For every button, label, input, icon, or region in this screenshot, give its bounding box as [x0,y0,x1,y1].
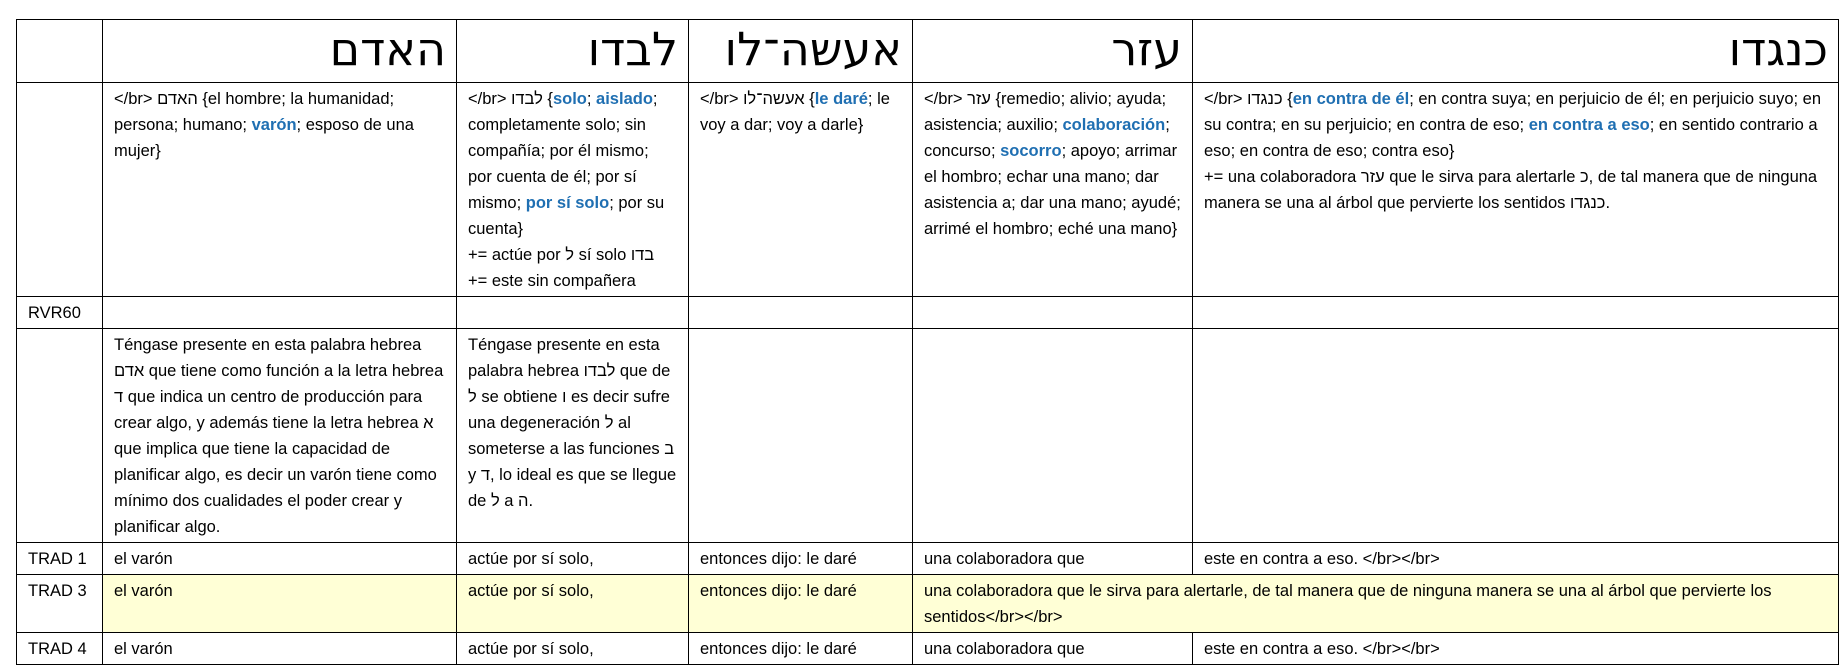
definition-kenegdo [1193,83,1839,297]
highlighted-term: varón [251,116,297,134]
header-corner [17,20,103,83]
trad3-cell: actúe por sí solo, [457,575,689,633]
trad4-cell: entonces dijo: le daré [689,633,913,665]
trad4-row [17,633,1839,665]
trad3-cell: el varón [103,575,457,633]
highlighted-term: colaboración [1062,116,1166,134]
row-label-rvr60: RVR60 [17,297,103,329]
translation-table [16,19,1839,665]
trad1-cell: una colaboradora que [913,543,1193,575]
definition-text: </br> אעשה־לו { [700,90,815,108]
definition-eeseh-lo [689,83,913,297]
note-haadam: Téngase presente en esta palabra hebrea אדם que tiene como función a la letra hebrea ד que indica un centro de producción para crear algo, y además tiene la letra hebrea א que implica que tiene la capacidad de planificar algo, es decir un varón tiene como mínimo dos cualidades el poder crear y planificar algo. [103,329,457,543]
trad1-row [17,543,1839,575]
note-empty [913,329,1193,543]
definition-ezer [913,83,1193,297]
definition-text: ; en contra suya; en perjuicio de él; en perjuicio suyo; en su contra; en su perjuicio; en contra de eso; [1204,90,1822,134]
header-haadam: האדם [103,20,457,83]
trad1-cell: este en contra a eso. </br></br> [1193,543,1839,575]
rvr60-cell [1193,297,1839,329]
definition-line: += una colaboradora עזר que le sirva para alertarle כ, de tal manera que de ninguna manera se una al árbol que pervierte los sentidos כנגדו. [1204,168,1818,212]
trad1-cell: entonces dijo: le daré [689,543,913,575]
highlighted-term: le daré [814,90,868,108]
definition-text: </br> כנגדו { [1204,90,1293,108]
trad3-cell: entonces dijo: le daré [689,575,913,633]
highlighted-term: por sí solo [525,194,610,212]
definition-text: ; esposo de una mujer} [114,116,414,160]
definition-text: ; concurso; [924,116,1170,160]
definition-haadam [103,83,457,297]
trad4-cell: este en contra a eso. </br></br> [1193,633,1839,665]
definition-text: ; apoyo; arrimar el hombro; echar una mano; dar asistencia a; dar una mano; ayudé; arrimé el hombro; eché una mano} [924,142,1181,238]
row-label-trad1: TRAD 1 [17,543,103,575]
header-row [17,20,1839,83]
trad4-cell: una colaboradora que [913,633,1193,665]
trad3-row [17,575,1839,633]
definition-line: += actúe por ל sí solo בדו [468,246,655,264]
definition-text: ; por su cuenta} [468,194,665,238]
definition-text: </br> לבדו { [468,90,553,108]
rvr60-cell [103,297,457,329]
definitions-row [17,83,1839,297]
rvr60-cell [689,297,913,329]
definition-text: ; en sentido contrario a eso; en contra de eso; contra eso} [1204,116,1818,160]
header-eeseh-lo: אעשה־לו [689,20,913,83]
definition-text: ; [586,90,597,108]
header-kenegdo: כנגדו [1193,20,1839,83]
definition-levado [457,83,689,297]
row-label-trad3: TRAD 3 [17,575,103,633]
notes-label-cell [17,329,103,543]
trad4-cell: actúe por sí solo, [457,633,689,665]
definitions-label-cell [17,83,103,297]
notes-row [17,329,1839,543]
rvr60-cell [913,297,1193,329]
highlighted-term: solo [552,90,587,108]
header-ezer: עזר [913,20,1193,83]
definition-text: </br> האדם {el hombre; la humanidad; persona; humano; [114,90,395,134]
trad4-cell: el varón [103,633,457,665]
trad3-merged-cell: una colaboradora que le sirva para alertarle, de tal manera que de ninguna manera se una al árbol que pervierte los sentidos</br></br> [913,575,1839,633]
rvr60-row [17,297,1839,329]
highlighted-term: en contra a eso [1528,116,1650,134]
definition-line: += este sin compañera [468,272,636,290]
trad1-cell: actúe por sí solo, [457,543,689,575]
definition-text: ; completamente solo; sin compañía; por él mismo; por cuenta de él; por sí mismo; [468,90,658,212]
trad1-cell: el varón [103,543,457,575]
definition-text: </br> עזר {remedio; alivio; ayuda; asistencia; auxilio; [924,90,1167,134]
row-label-trad4: TRAD 4 [17,633,103,665]
rvr60-cell [457,297,689,329]
highlighted-term: en contra de él [1292,90,1410,108]
header-levado: לבדו [457,20,689,83]
note-empty [689,329,913,543]
note-levado: Téngase presente en esta palabra hebrea לבדו que de ל se obtiene ו es decir sufre una degeneración ל al someterse a las funciones ב y ד, lo ideal es que se llegue de ל a ה. [457,329,689,543]
highlighted-term: aislado [596,90,653,108]
highlighted-term: socorro [1000,142,1062,160]
note-empty [1193,329,1839,543]
definition-text: ; le voy a dar; voy a darle} [700,90,890,134]
